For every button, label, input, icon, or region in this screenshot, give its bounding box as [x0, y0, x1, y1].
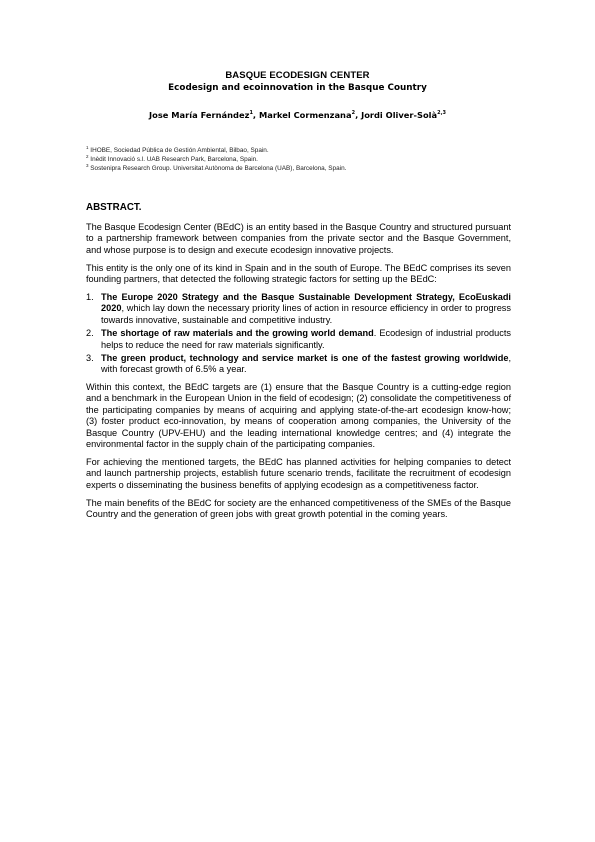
abstract-paragraph: This entity is the only one of its kind in Spain and in the south of Europe. The BEdC comprises its seven founding partners, that detected the following strategic factors for setting up the BEdC:: [86, 262, 511, 285]
affiliation-text: IHOBE, Sociedad Pública de Gestión Ambiental, Bilbao, Spain.: [90, 147, 269, 154]
list-item-text: , which lay down the necessary priority lines of action in resource efficiency in order to progress towards innovative, sustainable and competitive industry.: [101, 303, 511, 325]
strategic-factors-list: [86, 292, 511, 376]
affiliation-item: [86, 146, 526, 155]
paper-subtitle: Ecodesign and ecoinnovation in the Basque Country: [168, 83, 427, 93]
list-item-text: , with forecast growth of 6.5% a year.: [101, 353, 511, 375]
author-name: Markel Cormenzana: [258, 110, 352, 120]
abstract-paragraph: The Basque Ecodesign Center (BEdC) is an entity based in the Basque Country and structured pursuant to a partnership framework between companies from the private sector and the Basque Government, and whose purpose is to design and execute ecodesign innovative projects.: [86, 222, 511, 255]
abstract-heading: ABSTRACT.: [86, 202, 142, 213]
list-number: 3.: [86, 353, 94, 364]
abstract-body: [86, 222, 511, 527]
author-affiliation-marker: 2,3: [437, 110, 446, 116]
affiliation-item: [86, 164, 526, 173]
author-affiliation-marker: 1: [249, 110, 253, 116]
author-list: [0, 110, 595, 120]
list-number: 2.: [86, 328, 94, 339]
author-separator: ,: [252, 110, 259, 120]
affiliation-marker: 1: [86, 145, 89, 150]
abstract-paragraph: The main benefits of the BEdC for society are the enhanced competitiveness of the SMEs of the Basque Country and the generation of green jobs with great growth potential in the coming years.: [86, 497, 511, 519]
list-item: [86, 292, 511, 326]
author-separator: ,: [355, 110, 362, 120]
affiliation-list: [86, 146, 526, 173]
list-item-bold: The shortage of raw materials and the growing world demand: [101, 328, 374, 339]
list-number: 1.: [86, 292, 94, 303]
list-item-bold: The Europe 2020 Strategy and the Basque Sustainable Development Strategy, EcoEuskadi 2020: [101, 292, 511, 314]
affiliation-text: Sostenipra Research Group. Universitat Autònoma de Barcelona (UAB), Barcelona, Spain.: [90, 165, 347, 172]
author-name: Jose María Fernández: [149, 110, 250, 120]
affiliation-text: Inèdit Innovació s.l. UAB Research Park, Barcelona, Spain.: [90, 156, 258, 163]
author-name: Jordi Oliver-Solà: [361, 110, 438, 120]
affiliation-item: [86, 155, 526, 164]
list-item: [86, 353, 511, 376]
affiliation-marker: 2: [86, 154, 89, 159]
list-item-text: . Ecodesign of industrial products helps to reduce the need for raw materials significantly.: [101, 328, 511, 350]
abstract-paragraph: Within this context, the BEdC targets are (1) ensure that the Basque Country is a cutting-edge region and a benchmark in the European Union in the field of ecodesign; (2) consolidate the competitiveness of the participating companies by means of acquiring and applying state-of-the-art ecodesign know-how; (3) foster product eco-innovation, by means of cooperation among companies, the University of the Basque Country (UPV-EHU) and the leading international knowledge centres; and (4) integrate the environmental factor in the supply chain of the participating companies.: [86, 381, 511, 449]
list-item-bold: The green product, technology and service market is one of the fastest growing worldwide: [101, 353, 509, 364]
author-affiliation-marker: 2: [351, 110, 356, 116]
list-item: [86, 328, 511, 351]
paper-title: BASQUE ECODESIGN CENTER: [225, 70, 370, 81]
abstract-paragraph: For achieving the mentioned targets, the BEdC has planned activities for helping companies to detect and launch partnership projects, establish future scenario trends, facilitate the recruitment of ecodesign experts o disseminating the business benefits of applying ecodesign as a competitiveness factor.: [86, 456, 511, 490]
affiliation-marker: 3: [86, 163, 89, 168]
